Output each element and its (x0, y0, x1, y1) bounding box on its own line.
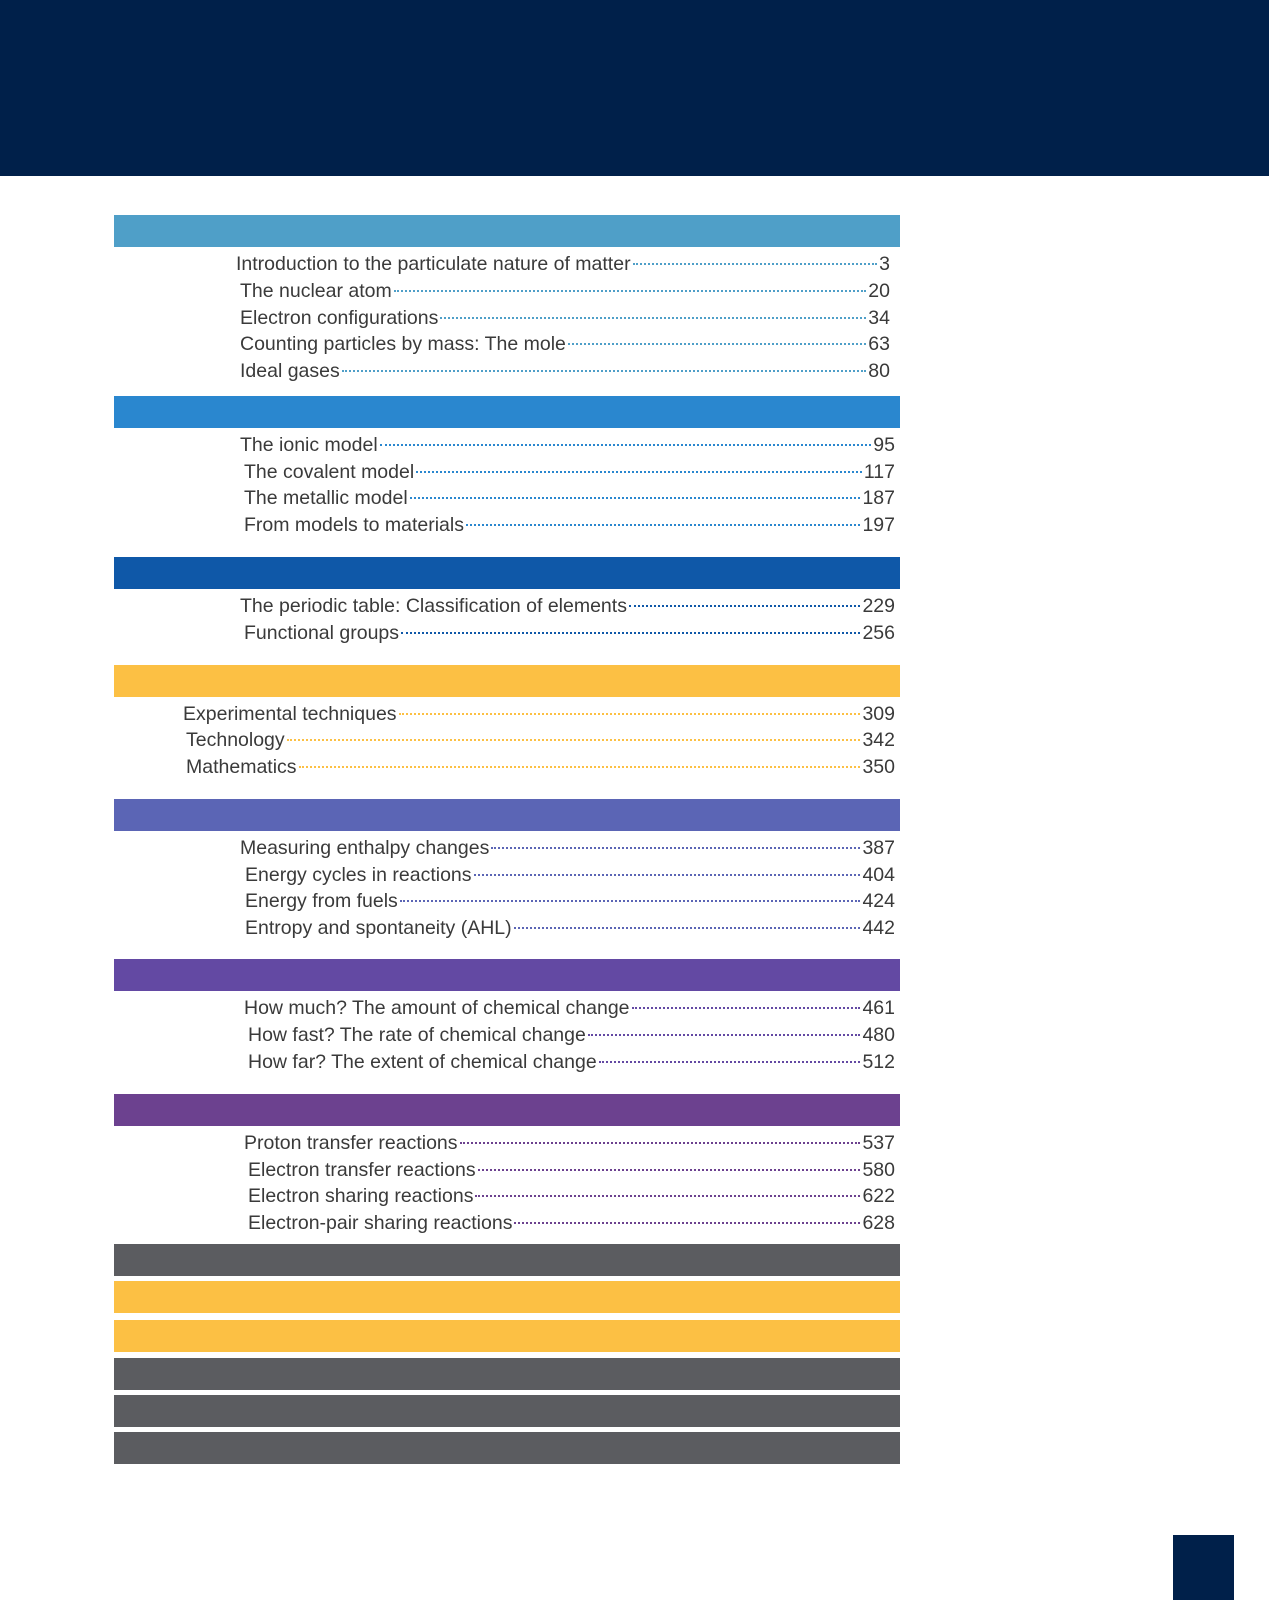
dot-leader (629, 605, 861, 607)
section-bar-2 (114, 396, 900, 428)
toc-entry-page: 628 (862, 1212, 895, 1234)
appendix-bar-5 (114, 1395, 900, 1427)
toc-entry[interactable] (244, 512, 895, 538)
toc-entry-title: Proton transfer reactions (244, 1132, 458, 1154)
toc-entry[interactable] (240, 358, 890, 384)
toc-entry-title: Counting particles by mass: The mole (240, 333, 566, 355)
toc-entry-page: 20 (868, 280, 890, 302)
dot-leader (299, 766, 861, 768)
dot-leader (399, 713, 861, 715)
toc-entry[interactable] (248, 1183, 895, 1209)
toc-entry-title: Electron transfer reactions (248, 1159, 476, 1181)
toc-entry-page: 424 (862, 890, 895, 912)
dot-leader (632, 1007, 861, 1009)
dot-leader (394, 290, 867, 292)
toc-entry-title: Ideal gases (240, 360, 340, 382)
toc-entry-title: From models to materials (244, 514, 464, 536)
toc-entry-page: 229 (862, 595, 895, 617)
toc-entry-page: 580 (862, 1159, 895, 1181)
toc-entry-page: 387 (862, 837, 895, 859)
page-corner-block (1173, 1535, 1234, 1600)
toc-entry[interactable] (248, 1022, 895, 1048)
toc-entry-page: 80 (868, 360, 890, 382)
toc-entry-title: Energy cycles in reactions (245, 864, 472, 886)
toc-entry-title: How much? The amount of chemical change (244, 997, 630, 1019)
toc-entry-title: Electron sharing reactions (248, 1185, 474, 1207)
dot-leader (475, 1195, 860, 1197)
dot-leader (568, 343, 866, 345)
toc-entry-page: 63 (868, 333, 890, 355)
dot-leader (380, 444, 872, 446)
dot-leader (440, 317, 866, 319)
toc-entry-title: Introduction to the particulate nature of matter (236, 253, 631, 275)
toc-entry-page: 404 (862, 864, 895, 886)
toc-entry-title: Energy from fuels (245, 890, 398, 912)
toc-entry[interactable] (248, 1210, 895, 1236)
toc-entry[interactable] (244, 620, 895, 646)
appendix-bar-2 (114, 1281, 900, 1313)
toc-entry-title: Electron configurations (240, 307, 439, 329)
toc-entry-title: The nuclear atom (240, 280, 392, 302)
toc-entry-title: Measuring enthalpy changes (240, 837, 490, 859)
section-bar-4 (114, 665, 900, 697)
toc-entry[interactable] (240, 432, 895, 458)
appendix-bar-4 (114, 1358, 900, 1390)
toc-entry-title: The periodic table: Classification of elements (240, 595, 627, 617)
toc-entry-title: Entropy and spontaneity (AHL) (245, 917, 512, 939)
appendix-bar-1 (114, 1244, 900, 1276)
toc-entry-page: 537 (862, 1132, 895, 1154)
toc-entry-page: 3 (879, 253, 890, 275)
toc-entry-title: Experimental techniques (183, 703, 397, 725)
toc-entry[interactable] (245, 888, 895, 914)
toc-entry[interactable] (186, 727, 895, 753)
appendix-bar-6 (114, 1432, 900, 1464)
toc-entry[interactable] (186, 754, 895, 780)
dot-leader (599, 1061, 861, 1063)
toc-entry[interactable] (245, 915, 895, 941)
toc-entry[interactable] (244, 459, 895, 485)
dot-leader (491, 847, 860, 849)
toc-entry-page: 187 (862, 487, 895, 509)
dot-leader (466, 524, 860, 526)
toc-entry-page: 480 (862, 1024, 895, 1046)
dot-leader (410, 497, 861, 499)
dot-leader (633, 263, 878, 265)
dot-leader (342, 370, 867, 372)
dot-leader (588, 1034, 861, 1036)
toc-entry[interactable] (240, 593, 895, 619)
toc-entry-page: 442 (862, 917, 895, 939)
toc-entry[interactable] (244, 485, 895, 511)
toc-entry[interactable] (248, 1049, 895, 1075)
toc-entry-title: How far? The extent of chemical change (248, 1051, 597, 1073)
toc-entry-page: 461 (862, 997, 895, 1019)
toc-entry[interactable] (244, 995, 895, 1021)
dot-leader (474, 874, 861, 876)
dot-leader (514, 927, 861, 929)
section-bar-1 (114, 215, 900, 247)
toc-entry-page: 34 (868, 307, 890, 329)
toc-entry-title: Mathematics (186, 756, 297, 778)
toc-entry-page: 95 (873, 434, 895, 456)
dot-leader (287, 739, 861, 741)
toc-entry-page: 512 (862, 1051, 895, 1073)
header-banner (0, 0, 1269, 176)
toc-entry-page: 256 (862, 622, 895, 644)
toc-entry[interactable] (240, 305, 890, 331)
toc-entry-page: 197 (862, 514, 895, 536)
dot-leader (400, 900, 861, 902)
dot-leader (514, 1222, 860, 1224)
dot-leader (416, 471, 862, 473)
toc-entry-title: Functional groups (244, 622, 400, 644)
dot-leader (460, 1142, 861, 1144)
toc-entry[interactable] (240, 835, 895, 861)
toc-entry-title: Electron-pair sharing reactions (248, 1212, 513, 1234)
section-bar-3 (114, 557, 900, 589)
dot-leader (401, 632, 860, 634)
toc-entry[interactable] (248, 1157, 895, 1183)
toc-entry-title: The covalent model (244, 461, 415, 483)
toc-entry-page: 117 (863, 461, 895, 483)
toc-entry-page: 342 (862, 729, 895, 751)
toc-entry-title: The ionic model (240, 434, 378, 456)
section-bar-7 (114, 1094, 900, 1126)
appendix-bar-3 (114, 1320, 900, 1352)
toc-entry[interactable] (245, 862, 895, 888)
toc-entry[interactable] (236, 251, 890, 277)
toc-entry-page: 622 (862, 1185, 895, 1207)
toc-entry-page: 309 (862, 703, 895, 725)
toc-entry-title: Technology (186, 729, 285, 751)
toc-entry[interactable] (240, 278, 890, 304)
dot-leader (478, 1169, 861, 1171)
toc-entry-title: The metallic model (244, 487, 408, 509)
toc-entry-title: How fast? The rate of chemical change (248, 1024, 586, 1046)
toc-entry[interactable] (240, 331, 890, 357)
section-bar-6 (114, 959, 900, 991)
toc-entry-page: 350 (862, 756, 895, 778)
toc-entry[interactable] (244, 1130, 895, 1156)
section-bar-5 (114, 799, 900, 831)
toc-entry[interactable] (183, 701, 895, 727)
